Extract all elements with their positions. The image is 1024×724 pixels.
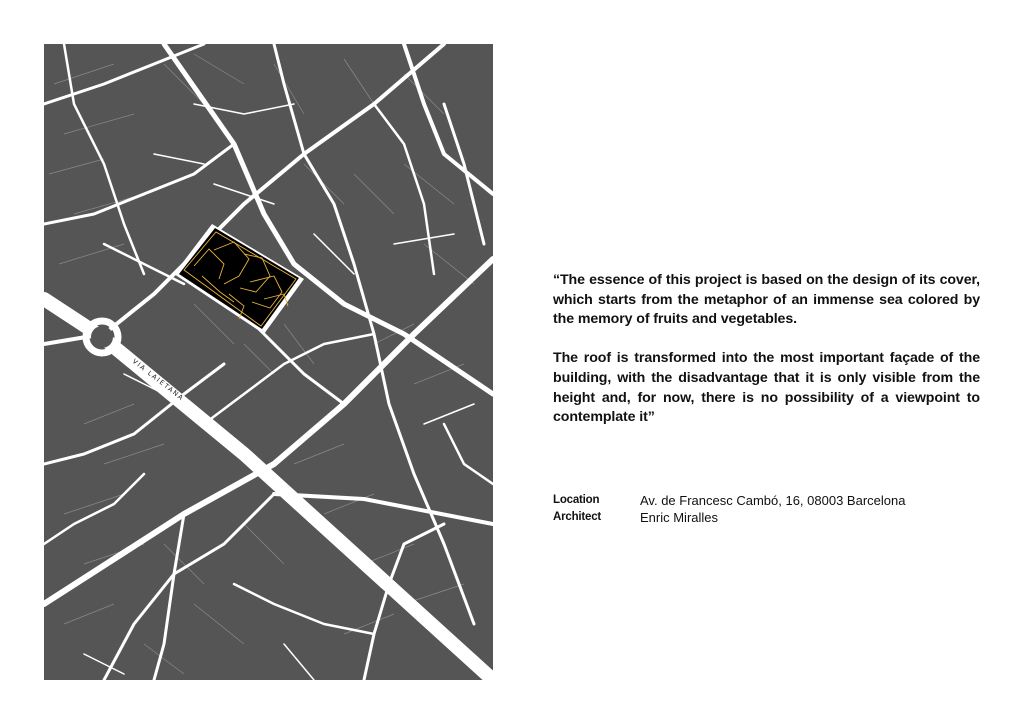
location-row bbox=[553, 492, 905, 509]
architect-value: Enric Miralles bbox=[640, 510, 719, 525]
architect-row bbox=[553, 509, 905, 526]
location-label: Location bbox=[553, 494, 600, 506]
map-background bbox=[44, 44, 493, 680]
street-label: VIA LAIETANA bbox=[130, 357, 186, 403]
site-map bbox=[44, 44, 493, 680]
project-details bbox=[553, 492, 905, 526]
project-quote bbox=[553, 271, 980, 428]
location-value: Av. de Francesc Cambó, 16, 08003 Barcelona bbox=[640, 493, 906, 508]
site-map-svg bbox=[44, 44, 493, 680]
roundabout-center bbox=[91, 326, 113, 348]
architect-label: Architect bbox=[553, 511, 602, 523]
quote-paragraph-2: The roof is transformed into the most important façade of the building, with the disadvantage that it is only visible from the height and, for now, there is no possibility of a viewpoint to contemplate it” bbox=[553, 350, 980, 426]
quote-paragraph-1: “The essence of this project is based on the design of its cover, which starts from the metaphor of an immense sea colored by the memory of fruits and vegetables. bbox=[553, 272, 980, 328]
